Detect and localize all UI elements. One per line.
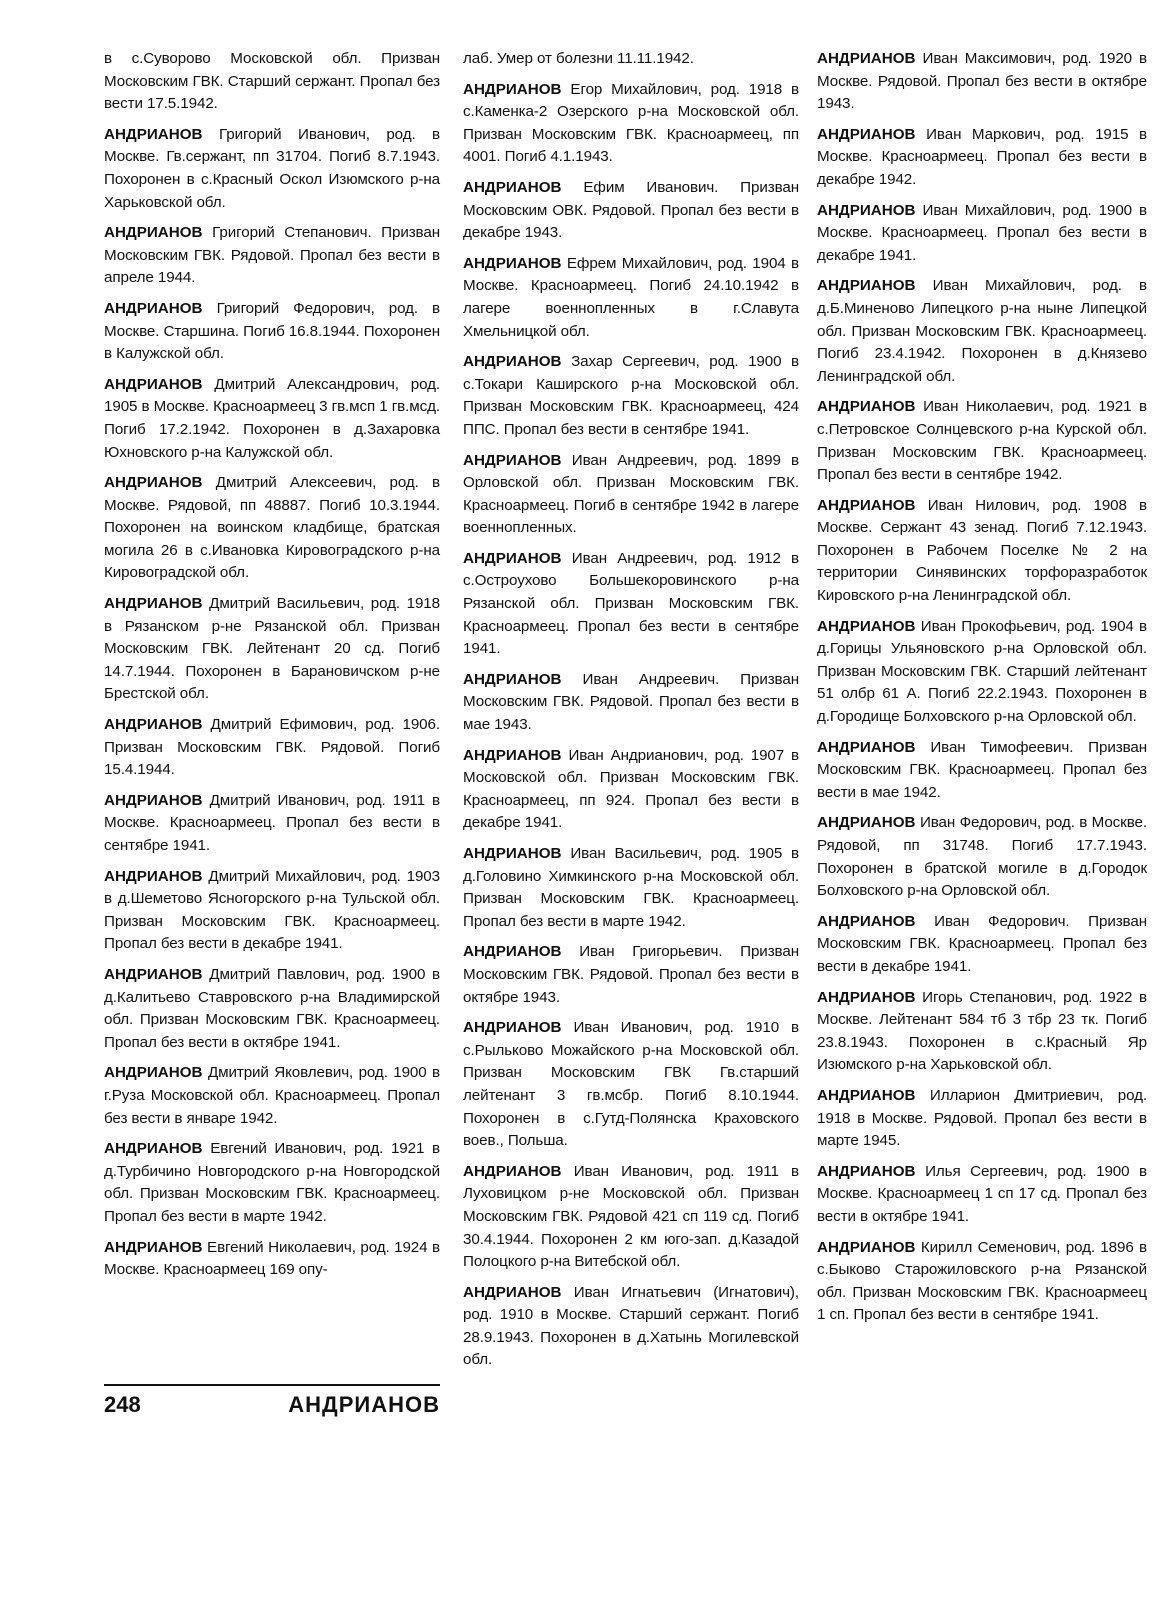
entry-surname: АНДРИАНОВ: [104, 965, 203, 983]
entry-details: Иван Прокофьевич, род. 1904 в д.Горицы Ульяновского р-на Орловской обл. Призван Московским ГВК. Старший лейтенант 51 олбр 61 А. Погиб 22.2.1943. Похоронен в д.Городище Болховского р-на Орловской обл.: [817, 617, 1147, 726]
biography-entry: [104, 1062, 440, 1130]
biography-entry: [463, 450, 799, 540]
biography-entry: [104, 222, 440, 290]
biography-entry: [817, 616, 1147, 729]
entry-surname: АНДРИАНОВ: [104, 375, 203, 393]
entry-surname: АНДРИАНОВ: [463, 1019, 562, 1037]
entry-surname: АНДРИАНОВ: [463, 451, 562, 469]
entry-surname: АНДРИАНОВ: [104, 867, 203, 885]
biography-entry: [463, 548, 799, 661]
entry-surname: АНДРИАНОВ: [104, 1140, 203, 1158]
entry-details: Дмитрий Иванович, род. 1911 в Москве. Красноармеец. Пропал без вести в сентябре 1941.: [104, 791, 440, 854]
page-footer: [104, 1384, 440, 1418]
entry-surname: АНДРИАНОВ: [817, 398, 916, 416]
entry-details: Иван Федорович, род. в Москве. Рядовой, пп 31748. Погиб 17.7.1943. Похоронен в братской могиле в д.Городок Болховского р-на Орловской обл.: [817, 814, 1147, 900]
entry-surname: АНДРИАНОВ: [817, 814, 916, 832]
biography-entry: [104, 593, 440, 706]
entry-surname: АНДРИАНОВ: [817, 1238, 916, 1256]
biography-entry: [463, 745, 799, 835]
biography-entry: [104, 790, 440, 858]
entry-details: Иван Андрианович, род. 1907 в Московской обл. Призван Московским ГВК. Красноармеец, пп 924. Пропал без вести в декабре 1941.: [463, 746, 799, 832]
entry-details: Иван Иванович, род. 1910 в с.Рыльково Можайского р-на Московской обл. Призван Московским ГВК Гв.старший лейтенант 3 гв.мсбр. Погиб 8.10.1944. Похоронен в с.Гутд-Полянска Краховского воев., Польша.: [463, 1019, 799, 1150]
text-column-3: [817, 48, 1147, 1335]
entry-details: Ефим Иванович. Призван Московским ОВК. Рядовой. Пропал без вести в декабре 1943.: [463, 178, 799, 242]
entry-details: Иван Васильевич, род. 1905 в д.Головино Химкинского р-на Московской обл. Призван Московским ГВК. Красноармеец. Пропал без вести в марте 1942.: [463, 845, 799, 930]
biography-entry: [817, 737, 1147, 805]
biography-entry: [817, 200, 1147, 268]
entry-details: Дмитрий Михайлович, род. 1903 в д.Шеметово Ясногорского р-на Тульской обл. Призван Московским ГВК. Красноармеец. Пропал без вести в декабре 1941.: [104, 867, 440, 953]
entry-surname: АНДРИАНОВ: [463, 353, 562, 371]
entry-details: Григорий Степанович. Призван Московским ГВК. Рядовой. Пропал без вести в апреле 1944.: [104, 224, 440, 287]
biography-entry: [104, 1138, 440, 1228]
running-head: АНДРИАНОВ: [288, 1392, 440, 1417]
entry-details: Дмитрий Алексеевич, род. в Москве. Рядовой, пп 48887. Погиб 10.3.1944. Похоронен на воинском кладбище, братская могила 26 в с.Ивановка Кировоградского р-на Кировоградской обл.: [104, 474, 440, 582]
entry-details: Григорий Иванович, род. в Москве. Гв.сержант, пп 31704. Погиб 8.7.1943. Похоронен в с.Красный Оскол Изюмского р-на Харьковской обл.: [104, 125, 440, 211]
biography-entry: [817, 987, 1147, 1077]
biography-entry: [104, 374, 440, 464]
entry-surname: АНДРИАНОВ: [817, 1086, 916, 1104]
entry-details: Илья Сергеевич, род. 1900 в Москве. Красноармеец 1 сп 17 сд. Пропал без вести в октябре 1941.: [817, 1162, 1147, 1225]
biography-entry: [104, 1237, 440, 1282]
entry-details: Иван Максимович, род. 1920 в Москве. Рядовой. Пропал без вести в октябре 1943.: [817, 50, 1147, 113]
biography-entry: [104, 48, 440, 116]
entry-surname: АНДРИАНОВ: [104, 224, 203, 242]
entry-details: Григорий Федорович, род. в Москве. Старшина. Погиб 16.8.1944. Похоронен в Калужской обл.: [104, 299, 440, 363]
entry-details: Иван Федорович. Призван Московским ГВК. Красноармеец. Пропал без вести в декабре 1941.: [817, 912, 1147, 975]
entry-details: Дмитрий Александрович, род. 1905 в Москве. Красноармеец 3 гв.мсп 1 гв.мсд. Погиб 17.2.1942. Похоронен в д.Захаровка Юхновского р-на Калужской обл.: [104, 375, 440, 461]
entry-details: Иван Игнатьевич (Игнатович), род. 1910 в Москве. Старший сержант. Погиб 28.9.1943. Похоронен в д.Хатынь Могилевской обл.: [463, 1283, 799, 1369]
entry-details: Игорь Степанович, род. 1922 в Москве. Лейтенант 584 тб 3 тбр 23 тк. Погиб 23.8.1943. Похоронен в с.Красный Яр Изюмского р-на Харьковской обл.: [817, 988, 1147, 1074]
entry-surname: АНДРИАНОВ: [463, 746, 562, 764]
entry-surname: АНДРИАНОВ: [104, 1064, 203, 1082]
entry-surname: АНДРИАНОВ: [463, 845, 562, 862]
entry-surname: АНДРИАНОВ: [817, 125, 916, 143]
entry-surname: АНДРИАНОВ: [104, 595, 203, 613]
biography-entry: [817, 1237, 1147, 1327]
entry-surname: АНДРИАНОВ: [463, 670, 562, 688]
entry-details: лаб. Умер от болезни 11.11.1942.: [463, 50, 694, 67]
biography-entry: [817, 495, 1147, 608]
entry-details: Дмитрий Павлович, род. 1900 в д.Калитьево Ставровского р-на Владимирской обл. Призван Московским ГВК. Красноармеец. Пропал без вести в октябре 1941.: [104, 965, 440, 1051]
entry-surname: АНДРИАНОВ: [463, 80, 562, 98]
page-number: 248: [104, 1392, 141, 1417]
biography-entry: [817, 1161, 1147, 1229]
entry-surname: АНДРИАНОВ: [463, 254, 562, 272]
biography-entry: [104, 472, 440, 585]
entry-details: Егор Михайлович, род. 1918 в с.Каменка-2 Озерского р-на Московской обл. Призван Московским ГВК. Красноармеец, пп 4001. Погиб 4.1.1943.: [463, 80, 799, 166]
biography-entry: [817, 396, 1147, 486]
text-column-2: [463, 48, 799, 1380]
entry-surname: АНДРИАНОВ: [817, 496, 916, 514]
entry-details: Илларион Дмитриевич, род. 1918 в Москве. Рядовой. Пропал без вести в марте 1945.: [817, 1086, 1147, 1150]
entry-details: Иван Тимофеевич. Призван Московским ГВК. Красноармеец. Пропал без вести в мае 1942.: [817, 738, 1147, 801]
biography-entry: [104, 124, 440, 214]
entry-details: Иван Григорьевич. Призван Московским ГВК. Рядовой. Пропал без вести в октябре 1943.: [463, 943, 799, 1006]
biography-entry: [463, 1017, 799, 1153]
entry-surname: АНДРИАНОВ: [104, 299, 203, 317]
biography-entry: [817, 1085, 1147, 1153]
biography-entry: [817, 124, 1147, 192]
biography-entry: [104, 298, 440, 366]
entry-details: в с.Суворово Московской обл. Призван Московским ГВК. Старший сержант. Пропал без вести 17.5.1942.: [104, 50, 440, 113]
text-column-1: [104, 48, 440, 1290]
biography-entry: [817, 911, 1147, 979]
entry-surname: АНДРИАНОВ: [463, 1162, 562, 1180]
biography-entry: [463, 79, 799, 169]
entry-details: Иван Михайлович, род. в д.Б.Миненово Липецкого р-на ныне Липецкой обл. Призван Московским ГВК. Красноармеец. Погиб 23.4.1942. Похоронен в д.Князево Ленинградской обл.: [817, 277, 1147, 385]
entry-surname: АНДРИАНОВ: [817, 201, 916, 219]
biography-entry: [463, 253, 799, 343]
biography-entry: [463, 48, 799, 71]
entry-surname: АНДРИАНОВ: [817, 988, 916, 1006]
biography-entry: [463, 351, 799, 441]
entry-surname: АНДРИАНОВ: [817, 738, 916, 756]
entry-details: Захар Сергеевич, род. 1900 в с.Токари Каширского р-на Московской обл. Призван Московским ГВК. Красноармеец, 424 ППС. Пропал без вести в сентябре 1941.: [463, 353, 799, 438]
entry-details: Иван Нилович, род. 1908 в Москве. Сержант 43 зенад. Погиб 7.12.1943. Похоронен в Рабочем Поселке № 2 на территории Синявинских торфоразработок Кировского р-на Ленинградской обл.: [817, 496, 1147, 605]
biography-entry: [463, 843, 799, 933]
biography-entry: [104, 964, 440, 1054]
biography-entry: [817, 275, 1147, 388]
biography-entry: [817, 812, 1147, 902]
entry-surname: АНДРИАНОВ: [104, 1238, 203, 1256]
biography-entry: [463, 177, 799, 245]
entry-details: Кирилл Семенович, род. 1896 в с.Быково Старожиловского р-на Рязанской обл. Призван Московским ГВК. Красноармеец 1 сп. Пропал без вести в сентябре 1941.: [817, 1238, 1147, 1324]
entry-surname: АНДРИАНОВ: [817, 277, 916, 295]
biography-entry: [463, 1161, 799, 1274]
entry-surname: АНДРИАНОВ: [104, 716, 203, 734]
entry-details: Евгений Николаевич, род. 1924 в Москве. Красноармеец 169 опу-: [104, 1238, 440, 1279]
biography-entry: [817, 48, 1147, 116]
entry-surname: АНДРИАНОВ: [463, 943, 562, 961]
biography-entry: [463, 1282, 799, 1372]
biography-entry: [104, 714, 440, 782]
entry-details: Иван Николаевич, род. 1921 в с.Петровское Солнцевского р-на Курской обл. Призван Московским ГВК. Красноармеец. Пропал без вести в сентябре 1942.: [817, 398, 1147, 484]
entry-details: Дмитрий Ефимович, род. 1906. Призван Московским ГВК. Рядовой. Погиб 15.4.1944.: [104, 716, 440, 779]
entry-details: Иван Андреевич, род. 1912 в с.Остроухово Большекоровинского р-на Рязанской обл. Призван Московским ГВК. Красноармеец. Пропал без вести в сентябре 1941.: [463, 549, 799, 658]
entry-details: Дмитрий Васильевич, род. 1918 в Рязанском р-не Рязанской обл. Призван Московским ГВК. Лейтенант 20 сд. Погиб 14.7.1944. Похоронен в Барановичском р-не Брестской обл.: [104, 595, 440, 703]
entry-details: Ефрем Михайлович, род. 1904 в Москве. Красноармеец. Погиб 24.10.1942 в лагере военнопленных в г.Славута Хмельницкой обл.: [463, 254, 799, 340]
entry-details: Иван Иванович, род. 1911 в Луховицком р-не Московской обл. Призван Московским ГВК. Рядовой 421 сп 119 сд. Погиб 30.4.1944. Похоронен 2 км юго-зап. д.Казадой Полоцкого р-на Витебской обл.: [463, 1162, 799, 1271]
entry-surname: АНДРИАНОВ: [463, 1283, 562, 1301]
entry-surname: АНДРИАНОВ: [817, 617, 916, 635]
entry-surname: АНДРИАНОВ: [463, 549, 562, 567]
entry-details: Иван Андреевич, род. 1899 в Орловской обл. Призван Московским ГВК. Красноармеец. Погиб в сентябре 1942 в лагере военнопленных.: [463, 451, 799, 537]
entry-surname: АНДРИАНОВ: [104, 474, 203, 492]
entry-details: Дмитрий Яковлевич, род. 1900 в г.Руза Московской обл. Красноармеец. Пропал без вести в январе 1942.: [104, 1064, 440, 1127]
biography-entry: [463, 941, 799, 1009]
entry-details: Иван Михайлович, род. 1900 в Москве. Красноармеец. Пропал без вести в декабре 1941.: [817, 201, 1147, 264]
biography-entry: [463, 669, 799, 737]
biography-entry: [104, 866, 440, 956]
entry-surname: АНДРИАНОВ: [463, 178, 562, 196]
entry-details: Иван Маркович, род. 1915 в Москве. Красноармеец. Пропал без вести в декабре 1942.: [817, 125, 1147, 188]
entry-surname: АНДРИАНОВ: [104, 125, 203, 143]
entry-surname: АНДРИАНОВ: [817, 912, 916, 930]
entry-details: Иван Андреевич. Призван Московским ГВК. Рядовой. Пропал без вести в мае 1943.: [463, 670, 799, 734]
entry-surname: АНДРИАНОВ: [817, 50, 916, 67]
entry-details: Евгений Иванович, род. 1921 в д.Турбичино Новгородского р-на Новгородской обл. Призван Московским ГВК. Красноармеец. Пропал без вести в марте 1942.: [104, 1140, 440, 1225]
entry-surname: АНДРИАНОВ: [104, 791, 203, 809]
entry-surname: АНДРИАНОВ: [817, 1162, 916, 1180]
